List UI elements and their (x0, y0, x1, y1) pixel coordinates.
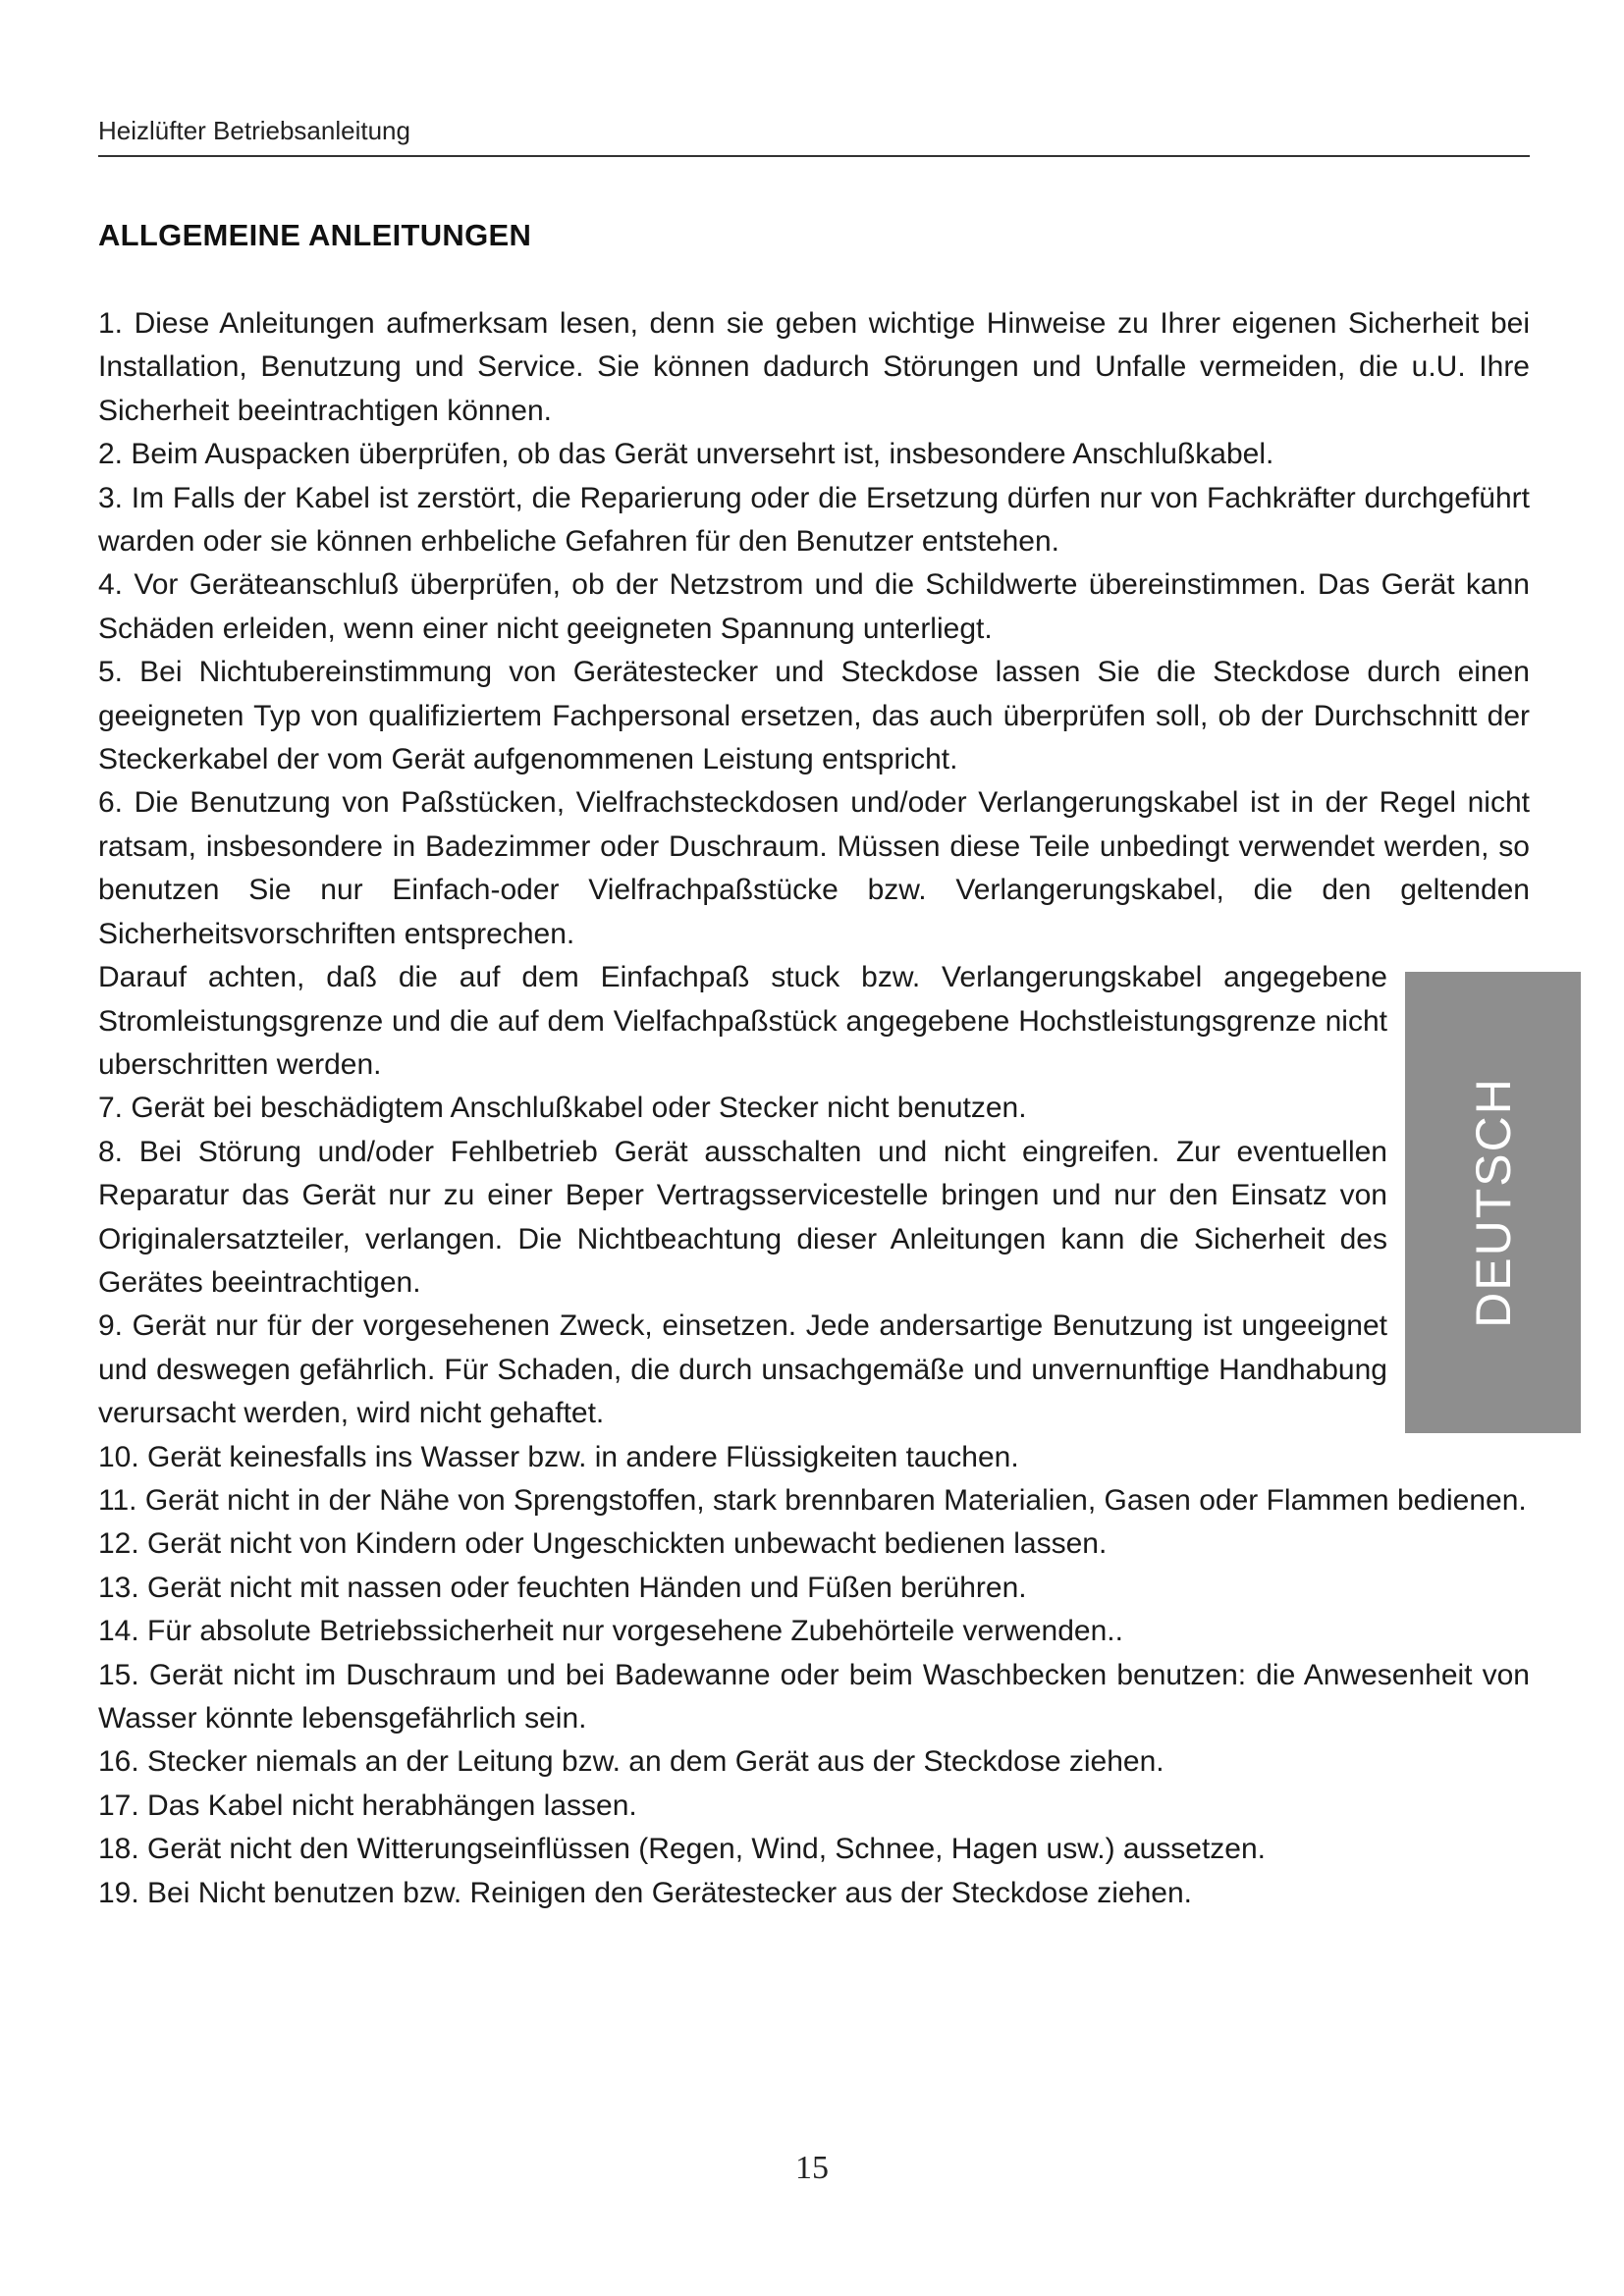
language-tab (1405, 972, 1581, 1433)
instruction-paragraph: 19. Bei Nicht benutzen bzw. Reinigen den Gerätestecker aus der Steckdose ziehen. (98, 1876, 1192, 1909)
instruction-paragraph: 9. Gerät nur für der vorgesehenen Zweck, einsetzen. Jede andersartige Benutzung ist ungeeignet und deswegen gefährlich. Für Schaden, die durch unsachgemäße und unvernunftige Handhabung verursacht werden, wird nicht gehaftet. (98, 1309, 1387, 1430)
instructions-body (98, 302, 1530, 1915)
instruction-paragraph: 2. Beim Auspacken überprüfen, ob das Gerät unversehrt ist, insbesondere Anschlußkabel. (98, 438, 1274, 471)
instruction-paragraph: 4. Vor Geräteanschluß überprüfen, ob der Netzstrom und die Schildwerte übereinstimmen. Das Gerät kann Schäden erleiden, wenn einer nicht geeigneten Spannung unterliegt. (98, 568, 1530, 645)
header-divider (98, 155, 1530, 157)
instruction-paragraph: 16. Stecker niemals an der Leitung bzw. an dem Gerät aus der Steckdose ziehen. (98, 1745, 1164, 1779)
instruction-paragraph: 3. Im Falls der Kabel ist zerstört, die Reparierung oder die Ersetzung dürfen nur von Fachkräfter durchgeführt warden oder sie können erhbeliche Gefahren für den Benutzer entstehen. (98, 481, 1530, 559)
instruction-paragraph: 17. Das Kabel nicht herabhängen lassen. (98, 1789, 637, 1822)
running-header: Heizlüfter Betriebsanleitung (98, 116, 410, 145)
instruction-paragraph: 8. Bei Störung und/oder Fehlbetrieb Gerät ausschalten und nicht eingreifen. Zur eventuellen Reparatur das Gerät nur zu einer Beper Vertragsservicestelle bringen und nur den Einsatz von Originalersatzteiler, verlangen. Die Nichtbeachtung dieser Anleitungen kann die Sicherheit des Gerätes beeintrachtigen. (98, 1135, 1387, 1299)
section-title: ALLGEMEINE ANLEITUNGEN (98, 218, 532, 252)
language-tab-label: DEUTSCH (1465, 1077, 1521, 1328)
instruction-paragraph: 7. Gerät bei beschädigtem Anschlußkabel oder Stecker nicht benutzen. (98, 1092, 1027, 1125)
instruction-paragraph: 10. Gerät keinesfalls ins Wasser bzw. in andere Flüssigkeiten tauchen. (98, 1440, 1019, 1473)
instruction-paragraph: 18. Gerät nicht den Witterungseinflüssen (Regen, Wind, Schnee, Hagen usw.) aussetzen. (98, 1833, 1266, 1866)
instruction-paragraph: 1. Diese Anleitungen aufmerksam lesen, denn sie geben wichtige Hinweise zu Ihrer eigenen Sicherheit bei Installation, Benutzung und Service. Sie können dadurch Störungen und Unfalle vermeiden, die u.U. Ihre Sicherheit beeintrachtigen können. (98, 307, 1530, 427)
instruction-paragraph: 12. Gerät nicht von Kindern oder Ungeschickten unbewacht bedienen lassen. (98, 1527, 1108, 1561)
page-number: 15 (795, 2150, 829, 2186)
instruction-paragraph: Darauf achten, daß die auf dem Einfachpaß stuck bzw. Verlangerungskabel angegebene Stromleistungsgrenze und die auf dem Vielfachpaßstück angegebene Hochstleistungsgrenze nicht uberschritten werden. (98, 961, 1387, 1081)
instruction-paragraph: 13. Gerät nicht mit nassen oder feuchten Händen und Füßen berühren. (98, 1571, 1027, 1604)
instruction-paragraph: 6. Die Benutzung von Paßstücken, Vielfrachsteckdosen und/oder Verlangerungskabel ist in der Regel nicht ratsam, insbesondere in Badezimmer oder Duschraum. Müssen diese Teile unbedingt verwendet werden, so benutzen Sie nur Einfach-oder Vielfrachpaßstücke bzw. Verlangerungskabel, die den geltenden Sicherheitsvorschriften entsprechen. (98, 786, 1530, 950)
instruction-paragraph: 15. Gerät nicht im Duschraum und bei Badewanne oder beim Waschbecken benutzen: die Anwesenheit von Wasser könnte lebensgefährlich sein. (98, 1658, 1530, 1735)
instruction-paragraph: 14. Für absolute Betriebssicherheit nur vorgesehene Zubehörteile verwenden.. (98, 1615, 1123, 1648)
instruction-paragraph: 5. Bei Nichtubereinstimmung von Gerätestecker und Steckdose lassen Sie die Steckdose durch einen geeigneten Typ von qualifiziertem Fachpersonal ersetzen, das auch überprüfen soll, ob der Durchschnitt der Steckerkabel der vom Gerät aufgenommenen Leistung entspricht. (98, 656, 1530, 776)
instruction-paragraph: 11. Gerät nicht in der Nähe von Sprengstoffen, stark brennbaren Materialien, Gasen oder Flammen bedienen. (98, 1483, 1527, 1517)
